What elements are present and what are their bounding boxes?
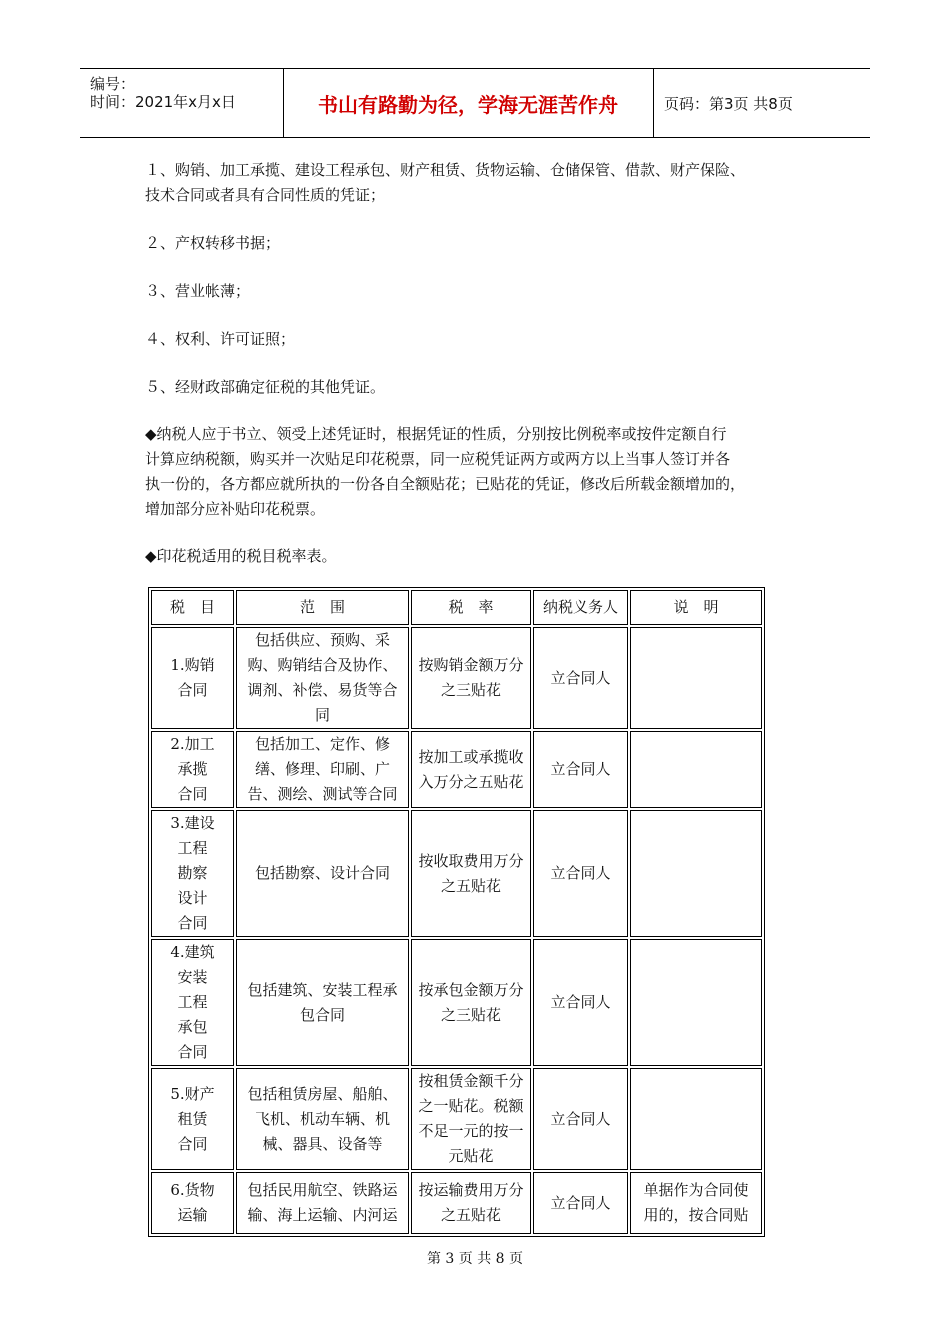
paragraph-1 [145, 158, 815, 208]
table-row [151, 1172, 762, 1234]
cell-line: 按收取费用万分 [418, 851, 524, 870]
cell-line: 不足一元的按一 [418, 1122, 524, 1140]
cell-item [151, 1068, 234, 1170]
table-row [151, 627, 762, 729]
paragraph-2: ２、产权转移书据； [145, 234, 281, 252]
cell-line: 入万分之五贴花 [418, 772, 524, 791]
table-row [151, 939, 762, 1066]
cell-item [151, 1172, 234, 1234]
cell-scope [236, 627, 409, 729]
cell-line: 飞机、机动车辆、机 [254, 1109, 390, 1128]
cell-line: 按承包金额万分 [418, 980, 524, 999]
cell-line: 包合同 [299, 1005, 345, 1024]
paragraph-line: 技术合同或者具有合同性质的凭证； [145, 186, 386, 204]
cell-rate [411, 1068, 531, 1170]
header-item: 税 目 [151, 590, 234, 625]
cell-note [630, 1068, 762, 1170]
cell-line: 调剂、补偿、易货等合 [247, 681, 398, 699]
cell-rate [411, 939, 531, 1066]
cell-rate [411, 731, 531, 808]
header-scope: 范 围 [236, 590, 409, 625]
paragraph-6 [145, 422, 815, 522]
cell-line: 合同 [177, 1134, 208, 1153]
cell-line: 包括勘察、设计合同 [254, 864, 390, 882]
paragraph-3: ３、营业帐薄； [145, 282, 251, 300]
cell-line: 按运输费用万分 [418, 1181, 524, 1199]
cell-scope [236, 810, 409, 937]
cell-scope [236, 731, 409, 808]
paragraph-line: 增加部分应补贴印花税票。 [145, 500, 326, 518]
cell-scope [236, 1068, 409, 1170]
header-note: 说 明 [630, 590, 762, 625]
paragraph-5: ５、经财政部确定征税的其他凭证。 [145, 378, 386, 396]
paragraph-line: １、购销、加工承揽、建设工程承包、财产租赁、货物运输、仓储保管、借款、财产保险、 [145, 161, 746, 179]
cell-line: 安装 [177, 968, 208, 986]
paragraph-line: 执一份的，各方都应就所执的一份各自全额贴花；已贴花的凭证，修改后所载金额增加的， [145, 475, 746, 493]
table-row [151, 731, 762, 808]
cell-payer: 立合同人 [533, 1068, 628, 1170]
cell-line: 缮、修理、印刷、广 [254, 760, 390, 778]
cell-line: 之三贴花 [440, 681, 501, 699]
cell-line: 购、购销结合及协作、 [247, 656, 398, 674]
cell-line: 合同 [177, 914, 208, 932]
cell-item [151, 627, 234, 729]
paragraph-7: ◆印花税适用的税目税率表。 [145, 547, 337, 565]
cell-line: 之五贴花 [440, 876, 501, 895]
cell-line: 包括民用航空、铁路运 [247, 1181, 398, 1199]
cell-line: 之五贴花 [440, 1206, 501, 1224]
cell-item [151, 731, 234, 808]
header-motto: 书山有路勤为径，学海无涯苦作舟 [283, 69, 654, 137]
tax-rate-table [148, 587, 765, 1237]
cell-line: 4.建筑 [170, 943, 215, 961]
cell-line: 6.货物 [170, 1181, 215, 1199]
cell-line: 3.建设 [170, 814, 215, 832]
time-label: 时间：2021年x月x日 [90, 93, 236, 111]
cell-payer: 立合同人 [533, 731, 628, 808]
cell-line: 合同 [177, 785, 208, 803]
cell-line: 包括建筑、安装工程承 [247, 980, 398, 999]
cell-line: 按租赁金额千分 [418, 1072, 524, 1090]
cell-line: 合同 [177, 1043, 208, 1061]
cell-payer: 立合同人 [533, 1172, 628, 1234]
cell-scope [236, 939, 409, 1066]
cell-payer: 立合同人 [533, 939, 628, 1066]
cell-line: 之三贴花 [440, 1005, 501, 1024]
cell-line: 2.加工 [170, 735, 215, 753]
table-row [151, 1068, 762, 1170]
cell-line: 按购销金额万分 [418, 656, 524, 674]
cell-line: 包括供应、预购、采 [254, 631, 390, 649]
cell-note [630, 939, 762, 1066]
paragraph-line: ◆纳税人应于书立、领受上述凭证时，根据凭证的性质，分别按比例税率或按件定额自行 [145, 425, 727, 443]
cell-rate [411, 810, 531, 937]
cell-line: 1.购销 [170, 656, 215, 674]
cell-line: 输、海上运输、内河运 [247, 1206, 398, 1224]
cell-scope [236, 1172, 409, 1234]
header-rate: 税 率 [411, 590, 531, 625]
page-footer: 第 3 页 共 8 页 [426, 1251, 524, 1267]
cell-payer: 立合同人 [533, 627, 628, 729]
cell-line: 之一贴花。税额 [418, 1097, 524, 1115]
cell-line: 勘察 [177, 864, 208, 882]
cell-line: 5.财产 [170, 1084, 215, 1103]
cell-payer: 立合同人 [533, 810, 628, 937]
cell-line: 承揽 [177, 760, 208, 778]
table-header-row [151, 590, 762, 625]
paragraph-4: ４、权利、许可证照； [145, 330, 296, 348]
cell-line: 械、器具、设备等 [262, 1134, 383, 1153]
cell-rate [411, 627, 531, 729]
cell-line: 合同 [177, 681, 208, 699]
cell-rate [411, 1172, 531, 1234]
cell-item [151, 810, 234, 937]
cell-line: 租赁 [177, 1109, 208, 1128]
cell-note [630, 627, 762, 729]
header-page-info: 页码：第3页 共8页 [664, 95, 793, 113]
number-label: 编号： [90, 75, 136, 93]
cell-note [630, 1172, 762, 1234]
cell-line: 工程 [177, 993, 208, 1011]
paragraph-line: 计算应纳税额，购买并一次贴足印花税票，同一应税凭证两方或两方以上当事人签订并各 [145, 450, 731, 468]
table-row [151, 810, 762, 937]
page-header [80, 68, 870, 138]
cell-line: 设计 [177, 889, 208, 907]
cell-line: 告、测绘、测试等合同 [247, 785, 398, 803]
cell-line: 承包 [177, 1018, 208, 1036]
cell-line: 按加工或承揽收 [418, 747, 524, 766]
header-payer: 纳税义务人 [533, 590, 628, 625]
cell-line: 包括租赁房屋、船舶、 [247, 1084, 398, 1103]
cell-line: 同 [314, 706, 330, 724]
cell-line: 元贴花 [448, 1147, 494, 1165]
cell-item [151, 939, 234, 1066]
cell-note [630, 810, 762, 937]
cell-line: 用的，按合同贴 [643, 1206, 749, 1224]
cell-line: 单据作为合同使 [643, 1181, 749, 1199]
cell-line: 运输 [177, 1206, 208, 1224]
header-meta [80, 69, 284, 137]
cell-line: 包括加工、定作、修 [254, 735, 390, 753]
cell-note [630, 731, 762, 808]
cell-line: 工程 [177, 839, 208, 857]
